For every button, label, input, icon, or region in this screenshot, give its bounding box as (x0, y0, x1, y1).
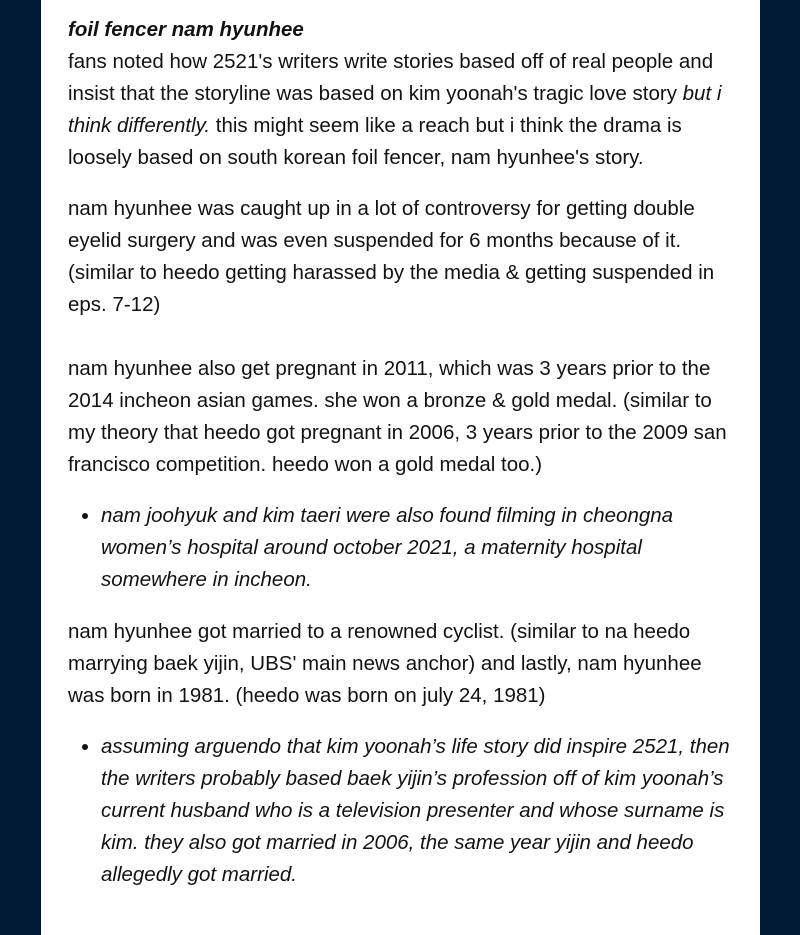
paragraph-pregnancy: nam hyunhee also get pregnant in 2011, which was 3 years prior to the 2014 incheon asian games. she won a bronze & gold medal. (similar to my theory that heedo got pregnant in 2006, 3 years prior to the 2009 san francisco competition. heedo won a gold medal too.) (68, 357, 727, 476)
list-item-hospital: • nam joohyuk and kim taeri were also found filming in cheongna women’s hospital around october 2021, a maternity hospital somewhere in incheon. (101, 500, 740, 596)
paragraph-intro-italic: but i think differently. (68, 82, 722, 137)
paragraph-intro-text: fans noted how 2521's writers write stories based off of real people and insist that the storyline was based on kim yoonah's tragic love story (68, 50, 714, 105)
bullet-list-husband (68, 731, 740, 891)
bullet-list-hospital (68, 500, 740, 596)
post-heading: foil fencer nam hyunhee (68, 18, 304, 41)
paragraph-intro-tail: this might seem like a reach but i think the drama is loosely based on south korean foil fencer, nam hyunhee's story. (68, 114, 682, 169)
paragraph-intro (68, 46, 740, 174)
post-body (41, 0, 760, 935)
paragraph-surgery: nam hyunhee was caught up in a lot of controversy for getting double eyelid surgery and was even suspended for 6 months because of it. (similar to heedo getting harassed by the media & getting suspended in eps. 7-12) (68, 197, 715, 316)
paragraph-marriage: nam hyunhee got married to a renowned cyclist. (similar to na heedo marrying baek yijin, UBS' main news anchor) and lastly, nam hyunhee was born in 1981. (heedo was born on july 24, 1981) (68, 620, 702, 707)
list-item-husband: • assuming arguendo that kim yoonah’s life story did inspire 2521, then the writers probably based baek yijin’s profession off of kim yoonah’s current husband who is a television presenter and whose surname is kim. they also got married in 2006, the same year yijin and heedo allegedly got married. (101, 731, 740, 891)
